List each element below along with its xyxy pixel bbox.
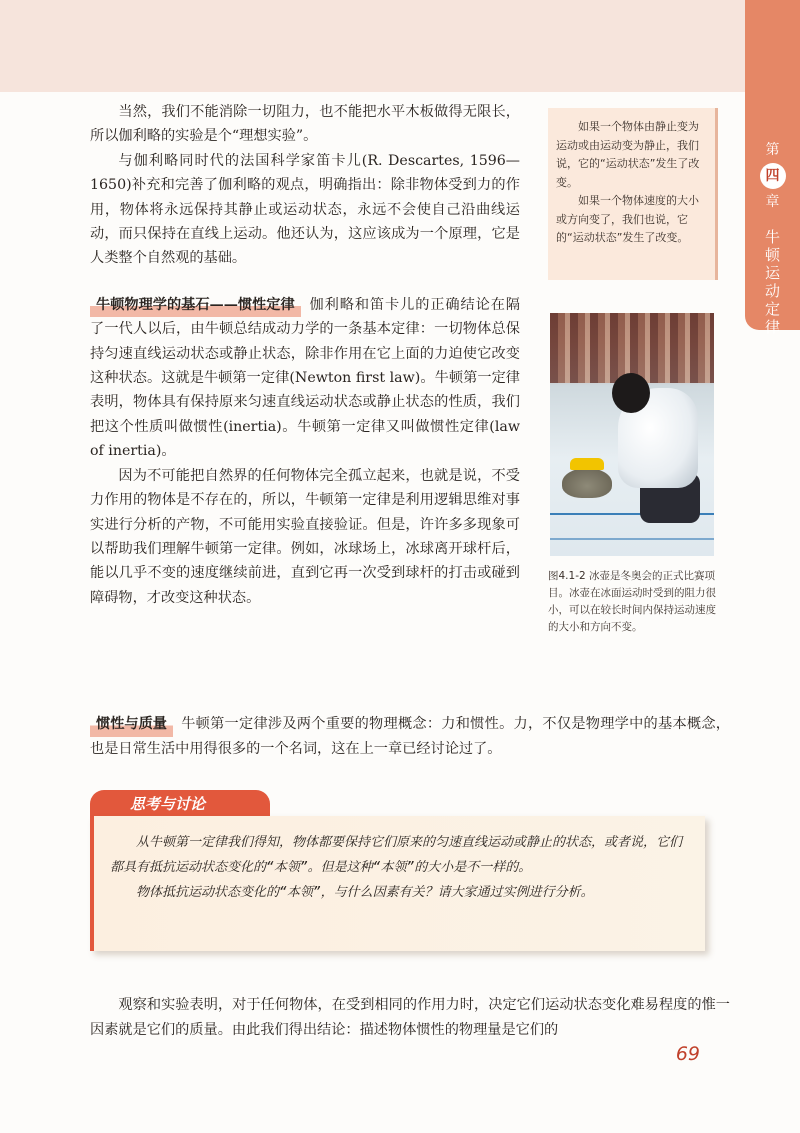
curling-photo xyxy=(550,313,714,556)
chapter-suffix: 章 xyxy=(765,194,780,210)
chapter-title-char: 牛 xyxy=(764,228,780,246)
chapter-number: 四 xyxy=(760,163,786,189)
chapter-label xyxy=(745,140,800,212)
photo-curling-stone xyxy=(562,468,612,498)
page-number: 69 xyxy=(675,1043,700,1065)
figure-caption: 图4.1-2 冰壶是冬奥会的正式比赛项目。冰壶在冰面运动时受到的阻力很小，可以在较长时间内保持运动速度的大小和方向不变。 xyxy=(548,570,716,633)
think-paragraph-1: 从牛顿第一定律我们得知，物体都要保持它们原来的匀速直线运动或静止的状态，或者说，它们都具有抵抗运动状态变化的“本领”。但是这种“本领”的大小是不一样的。 xyxy=(110,835,683,875)
think-discuss-box xyxy=(90,790,710,960)
chapter-title-char: 定 xyxy=(764,300,780,318)
paragraph-descartes: 与伽利略同时代的法国科学家笛卡儿(R. Descartes, 1596—1650)补充和完善了伽利略的观点，明确指出：除非物体受到力的作用，物体将永远保持其静止或运动状态，永远不会使自己沿曲线运动，而只保持在直线上运动。他还认为，这应该成为一个原理，它是人类整个自然观的基础。 xyxy=(90,152,520,267)
paragraph-conclusion: 观察和实验表明，对于任何物体，在受到相同的作用力时，决定它们运动状态变化难易程度的惟一因素就是它们的质量。由此我们得出结论：描述物体惯性的物理量是它们的 xyxy=(90,997,730,1038)
chapter-title-char: 动 xyxy=(764,282,780,300)
paragraph-ideal-experiment: 当然，我们不能消除一切阻力，也不能把水平木板做得无限长，所以伽利略的实验是个“理想实验”。 xyxy=(90,104,520,145)
chapter-prefix: 第 xyxy=(765,142,780,158)
chapter-title-char: 顿 xyxy=(764,246,780,264)
section-heading-inertia-mass: 惯性与质量 xyxy=(90,712,173,737)
chapter-title-char: 运 xyxy=(764,264,780,282)
inertia-law-text: 伽利略和笛卡儿的正确结论在隔了一代人以后，由牛顿总结成动力学的一条基本定律：一切物体总保持匀速直线运动状态或静止状态，除非作用在它上面的力迫使它改变这种状态。这就是牛顿第一定律(Newton first law)。牛顿第一定律表明，物体具有保持原来匀速直线运动状态或静止状态的性质，我们把这个性质叫做惯性(inertia)。牛顿第一定律又叫做惯性定律(law of inertia)。 xyxy=(90,296,520,460)
think-paragraph-2: 物体抵抗运动状态变化的“本领”，与什么因素有关？请大家通过实例进行分析。 xyxy=(136,885,594,900)
paragraph-inertia-law xyxy=(90,293,520,464)
section-heading-inertia-law: 牛顿物理学的基石——惯性定律 xyxy=(90,293,301,317)
note-paragraph-1: 如果一个物体由静止变为运动或由运动变为静止，我们说，它的“运动状态”发生了改变。 xyxy=(556,120,700,189)
photo-ice-line xyxy=(550,538,714,540)
photo-stone-handle xyxy=(570,458,604,470)
think-discuss-body xyxy=(90,816,705,951)
paragraph-inertia-mass xyxy=(90,712,730,761)
chapter-title xyxy=(745,228,800,336)
chapter-side-tab xyxy=(745,0,800,336)
main-text-column xyxy=(90,100,520,610)
think-discuss-title: 思考与讨论 xyxy=(90,790,270,818)
header-band xyxy=(0,0,745,92)
inertia-mass-text: 牛顿第一定律涉及两个重要的物理概念：力和惯性。力，不仅是物理学中的基本概念，也是日常生活中用得很多的一个名词，这在上一章已经讨论过了。 xyxy=(90,716,730,757)
chapter-title-char: 律 xyxy=(764,318,780,336)
margin-note xyxy=(548,108,718,280)
note-paragraph-2: 如果一个物体速度的大小或方向变了，我们也说，它的“运动状态”发生了改变。 xyxy=(556,194,699,244)
paragraph-logic: 因为不可能把自然界的任何物体完全孤立起来，也就是说，不受力作用的物体是不存在的，所以，牛顿第一定律是利用逻辑思维对事实进行分析的产物，不可能用实验直接验证。但是，许许多多现象可以帮助我们理解牛顿第一定律。例如，冰球场上，冰球离开球杆后，能以几乎不变的速度继续前进，直到它再一次受到球杆的打击或碰到障碍物，才改变这种状态。 xyxy=(90,467,520,606)
photo-player-head xyxy=(612,373,650,413)
